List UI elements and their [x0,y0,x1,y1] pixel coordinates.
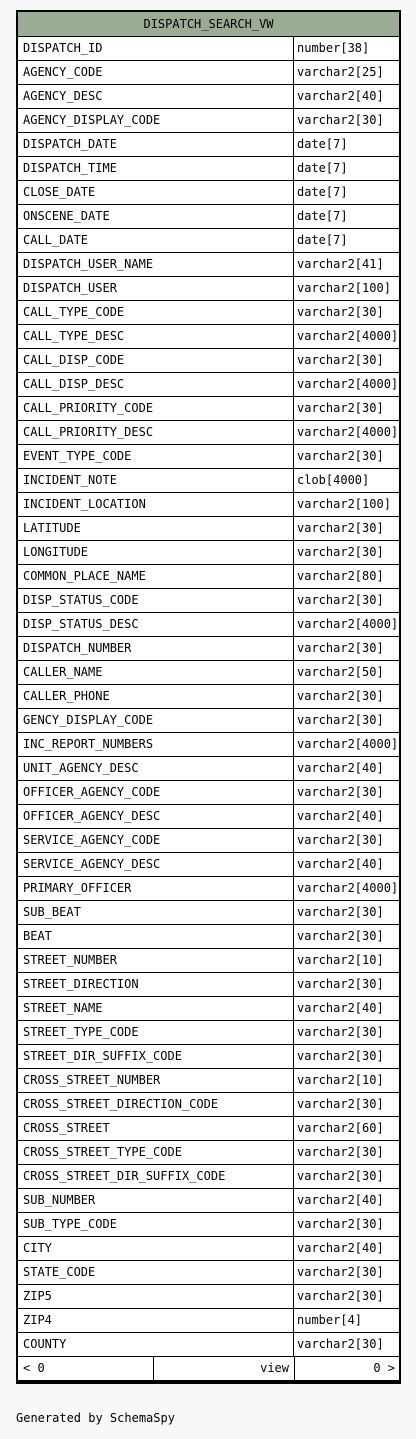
table-row[interactable] [18,253,399,277]
column-type: varchar2[40] [297,1193,384,1207]
column-name: DISPATCH_USER [18,277,294,300]
table-row[interactable] [18,157,399,181]
column-name: LONGITUDE [18,541,294,564]
column-type: varchar2[4000] [297,617,399,631]
column-name: STREET_NAME [18,997,294,1020]
column-name: CALL_PRIORITY_CODE [18,397,294,420]
column-name: CLOSE_DATE [18,181,294,204]
table-row[interactable] [18,637,399,661]
column-name: GENCY_DISPLAY_CODE [18,709,294,732]
column-type: varchar2[30] [297,401,384,415]
table-row[interactable] [18,1165,399,1189]
table-row[interactable] [18,1141,399,1165]
column-name: CALL_PRIORITY_DESC [18,421,294,444]
column-type: date[7] [297,233,348,247]
column-name: CROSS_STREET_DIRECTION_CODE [18,1093,294,1116]
column-name: CALL_TYPE_DESC [18,325,294,348]
table-footer [18,1357,399,1380]
column-name: OFFICER_AGENCY_DESC [18,805,294,828]
column-type: date[7] [297,209,348,223]
column-name: CALLER_PHONE [18,685,294,708]
column-type: clob[4000] [297,473,370,487]
table-row[interactable] [18,1069,399,1093]
column-name: CROSS_STREET_DIR_SUFFIX_CODE [18,1165,294,1188]
column-type: varchar2[30] [297,521,384,535]
column-name: SUB_BEAT [18,901,294,924]
column-type: varchar2[50] [297,665,384,679]
column-type: varchar2[4000] [297,881,399,895]
table-row[interactable] [18,85,399,109]
table-row[interactable] [18,1333,399,1357]
column-type: varchar2[30] [297,785,384,799]
column-name: DISPATCH_DATE [18,133,294,156]
column-type: varchar2[30] [297,1097,384,1111]
column-name: EVENT_TYPE_CODE [18,445,294,468]
column-name: CALL_TYPE_CODE [18,301,294,324]
column-name: CALL_DISP_CODE [18,349,294,372]
column-name: SUB_TYPE_CODE [18,1213,294,1236]
column-name: UNIT_AGENCY_DESC [18,757,294,780]
table-row[interactable] [18,493,399,517]
column-type: date[7] [297,161,348,175]
column-name: COUNTY [18,1333,294,1356]
table-row[interactable] [18,997,399,1021]
column-type: varchar2[4000] [297,329,399,343]
table-row[interactable] [18,1237,399,1261]
column-type: varchar2[30] [297,1145,384,1159]
column-type: varchar2[30] [297,689,384,703]
column-name: COMMON_PLACE_NAME [18,565,294,588]
column-name: ZIP4 [18,1309,294,1332]
column-name: AGENCY_DESC [18,85,294,108]
table-title[interactable]: DISPATCH_SEARCH_VW [18,12,399,37]
column-type: date[7] [297,137,348,151]
table-row[interactable] [18,517,399,541]
column-name: BEAT [18,925,294,948]
generated-by-note: Generated by SchemaSpy [16,1411,175,1425]
column-type: varchar2[40] [297,809,384,823]
table-row[interactable] [18,1213,399,1237]
table-row[interactable] [18,397,399,421]
column-type: varchar2[40] [297,857,384,871]
column-type: varchar2[30] [297,833,384,847]
column-name: ZIP5 [18,1285,294,1308]
column-name: CALL_DATE [18,229,294,252]
table-row[interactable] [18,469,399,493]
table-row[interactable] [18,901,399,925]
column-name: STREET_TYPE_CODE [18,1021,294,1044]
column-type: varchar2[30] [297,305,384,319]
column-type: varchar2[30] [297,545,384,559]
table-row[interactable] [18,325,399,349]
column-name: INCIDENT_LOCATION [18,493,294,516]
table-row[interactable] [18,805,399,829]
column-type: varchar2[30] [297,1289,384,1303]
column-type: varchar2[10] [297,1073,384,1087]
column-type: varchar2[60] [297,1121,384,1135]
column-name: INCIDENT_NOTE [18,469,294,492]
column-name: SUB_NUMBER [18,1189,294,1212]
column-name: ONSCENE_DATE [18,205,294,228]
column-type: number[38] [297,41,370,55]
column-type: varchar2[30] [297,713,384,727]
column-type: varchar2[30] [297,353,384,367]
column-name: AGENCY_CODE [18,61,294,84]
column-name: DISP_STATUS_DESC [18,613,294,636]
column-type: varchar2[30] [297,977,384,991]
table-row[interactable] [18,181,399,205]
table-row[interactable] [18,733,399,757]
table-row[interactable] [18,229,399,253]
child-count: 0 > [373,1361,395,1375]
table-row[interactable] [18,877,399,901]
column-type: date[7] [297,185,348,199]
table-row[interactable] [18,1261,399,1285]
table-row[interactable] [18,349,399,373]
column-type: varchar2[30] [297,1265,384,1279]
column-type: varchar2[30] [297,113,384,127]
table-row[interactable] [18,685,399,709]
table-row[interactable] [18,109,399,133]
table-row[interactable] [18,661,399,685]
column-type: varchar2[80] [297,569,384,583]
column-name: DISPATCH_TIME [18,157,294,180]
column-type: varchar2[4000] [297,425,399,439]
table-kind: view [154,1357,295,1380]
column-name: CALL_DISP_DESC [18,373,294,396]
table-row[interactable] [18,757,399,781]
column-name: AGENCY_DISPLAY_CODE [18,109,294,132]
column-name: STATE_CODE [18,1261,294,1284]
column-name: SERVICE_AGENCY_DESC [18,853,294,876]
table-row[interactable] [18,565,399,589]
column-type: number[4] [297,1313,363,1327]
column-type: varchar2[41] [297,257,384,271]
table-row[interactable] [18,445,399,469]
table-row[interactable] [18,205,399,229]
table-row[interactable] [18,853,399,877]
column-type: varchar2[30] [297,1169,384,1183]
table-row[interactable] [18,373,399,397]
column-name: STREET_NUMBER [18,949,294,972]
table-row[interactable] [18,1189,399,1213]
table-row[interactable] [18,709,399,733]
column-type: varchar2[30] [297,449,384,463]
column-name: CROSS_STREET [18,1117,294,1140]
column-name: CROSS_STREET_TYPE_CODE [18,1141,294,1164]
table-row[interactable] [18,61,399,85]
entity-table [17,11,400,1381]
column-name: CITY [18,1237,294,1260]
column-name: OFFICER_AGENCY_CODE [18,781,294,804]
table-row[interactable] [18,421,399,445]
column-type: varchar2[30] [297,905,384,919]
table-row[interactable] [18,829,399,853]
table-row[interactable] [18,925,399,949]
column-type: varchar2[30] [297,1025,384,1039]
table-row[interactable] [18,949,399,973]
table-row[interactable] [18,613,399,637]
column-name: CROSS_STREET_NUMBER [18,1069,294,1092]
column-name: DISPATCH_ID [18,37,294,60]
table-row[interactable] [18,1021,399,1045]
table-row[interactable] [18,973,399,997]
table-row[interactable] [18,133,399,157]
column-type: varchar2[40] [297,1001,384,1015]
column-type: varchar2[40] [297,1241,384,1255]
column-type: varchar2[25] [297,65,384,79]
table-row[interactable] [18,277,399,301]
table-row[interactable] [18,589,399,613]
column-name: STREET_DIR_SUFFIX_CODE [18,1045,294,1068]
column-name: PRIMARY_OFFICER [18,877,294,900]
column-name: DISPATCH_USER_NAME [18,253,294,276]
column-name: DISP_STATUS_CODE [18,589,294,612]
column-name: DISPATCH_NUMBER [18,637,294,660]
column-name: INC_REPORT_NUMBERS [18,733,294,756]
table-row[interactable] [18,1117,399,1141]
table-row[interactable] [18,541,399,565]
column-type: varchar2[40] [297,89,384,103]
table-row[interactable] [18,301,399,325]
column-name: LATITUDE [18,517,294,540]
column-type: varchar2[10] [297,953,384,967]
table-row[interactable] [18,1045,399,1069]
column-type: varchar2[100] [297,497,391,511]
column-type: varchar2[30] [297,929,384,943]
column-type: varchar2[30] [297,641,384,655]
table-row[interactable] [18,1309,399,1333]
column-name: SERVICE_AGENCY_CODE [18,829,294,852]
column-type: varchar2[4000] [297,377,399,391]
table-row[interactable] [18,37,399,61]
column-type: varchar2[30] [297,593,384,607]
column-type: varchar2[4000] [297,737,399,751]
column-name: CALLER_NAME [18,661,294,684]
table-row[interactable] [18,781,399,805]
column-type: varchar2[100] [297,281,391,295]
column-type: varchar2[30] [297,1049,384,1063]
column-name: STREET_DIRECTION [18,973,294,996]
column-type: varchar2[30] [297,1217,384,1231]
table-row[interactable] [18,1093,399,1117]
table-row[interactable] [18,1285,399,1309]
parent-count: < 0 [18,1357,154,1380]
column-list [18,37,399,1357]
column-type: varchar2[40] [297,761,384,775]
column-type: varchar2[30] [297,1337,384,1351]
